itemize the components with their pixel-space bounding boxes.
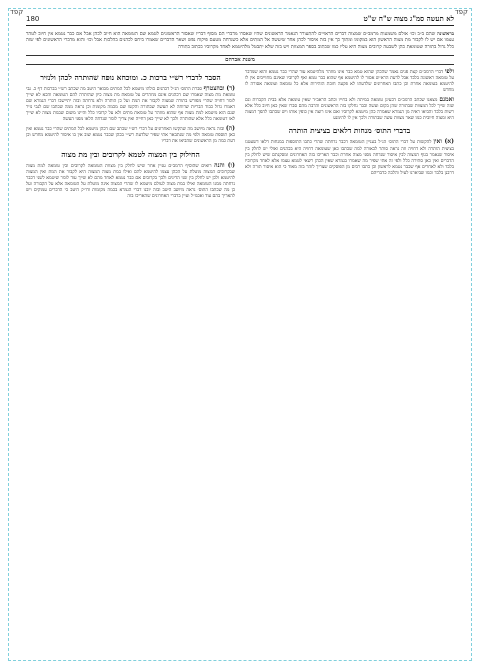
paragraph-text: מצאנו שכתב הרמב״ם דבעינן טומאה במיתה ולא בחייו וכתב הראב״ד שאין טומאה אלא בבית הקברות וגם שזה שייך לכל המצוות שבתורה שהן בקום ועשה וכבר נחלקו בזה הראשונים והרבה מהם סברו שאין כאן חיוב כלל אלא רשות בלבד והביאו ראיה מן הגמרא שאמרה כהן מיטמא לקרוביו ואם אינו רוצה אין כופין אותו ויש שכתבו להפך דמצוה היא ומצוה חיובית כמו שאר מצוות עשה שבתורה ולכך אין לו להימנע (245, 98, 454, 122)
left-column (26, 69, 235, 203)
paragraph-text: להקשות על דברי התוס׳ הנ״ל בעניין הטומאה דכבר נדחתה שהרי כתבו התוספות במנחות דלאו דשעטנז בציצית הותרה ולא דחויה וזה נראה סותר לכאורה למה שכתבו כאן שטומאה דחויה היא בכהנים ואולי יש לחלק בין איסור שנאמר בגוף המצוה לבין איסור שנדחה מפני מצוה אחרת וכבר האריכו בזה האחרונים ומסקנתם שיש לחלק בין הדברים ואין כאן סתירה כלל ולפי זה אתי שפיר מה שאמרו בגמרא שאין הכהן רשאי לטמא עצמו אלא לאחד מקרוביו בלבד ולא לאחרים אף שכבר נטמא לראשון וכן כתבו רבים מן הפוסקים שצריך לזהר בזה מאוד כי הוא איסור תורה ולא דרבנן בלבד וכמו שביארנו לעיל והלכה כדבריהם (245, 140, 454, 176)
paragraph (245, 97, 454, 122)
paragraph-lead: (ד) ובהצטרף (203, 84, 235, 92)
corner-label-right: קפד (454, 8, 468, 16)
running-head-title: לא תעשה סמ"ג מצוה ש"ח ש"ט (363, 14, 454, 23)
paragraph (26, 86, 235, 124)
section-heading: הסבר לדברי רש״י ברכות כ. ומוכחא נופח שהותרה לכהן ולנזיר (40, 72, 221, 82)
paragraph-text: סברת התוס׳ הנ״ל דכהנים כולהו מיטמא לכל המתים מבואר היטב מה שכתב רש״י בברכות דף כ. גבי טומאת מת מצוה שאמרו שם דכהנים אינם מוזהרים על טומאת מת מצוה כיון שהותרה להם הטומאה והכא לא שייך לומר דחויה שהרי מפורש בתורה שמצוה לקבור את המת ועל כן הותרה ולא נדחתה ובזה יתיישבו דברי הגמרא שם דאמרו גדול כבוד הבריות שדוחה לא תעשה שבתורה והקשו שם מכמה מקומות וכן נראה ממה שכתבו שם לגבי נזיר שגם הוא מיטמא למת מצוה אף שהוא מוזהר על טומאת מתים ולא על קרוביו כלל והיינו משום שבמת מצוה לא שייך לאו דטומאה כלל אלא שהותרה ולכך לא שייך כאן דחייה ואין צריך לומר שנדחה הלאו מפני העשה (26, 86, 235, 123)
paragraph-text: רואים שהוסיף הרמב״ם עניין אחר שיש לחלק בין מצוות הטומאה לקרובים ובין טומאה למת מצוה שבקרובים המצוה מוטלת על הכהן עצמו להיטמא להם ואילו במת מצוה המצוה היא לקבור את המת ואין המצוה להיטמא ולכן יש לחלק בין שני הדינים ולכך בקרובים אם כבר נטמא לאחד מהם לא שייך עוד לומר שיטמא לשני דכבר נדחתה ממנו הטומאה ואילו במת מצוה לעולם מיטמא לו שהרי המצוה אינה מוטלת על הטומאה אלא על הקבורה ועל כן מה שכתבו התוס׳ נראה מיושב היטב ובזה יובנו דברי הגמרא בכמה מקומות ודו״ק היטב כי הדברים עמוקים ויש להאריך בהם עוד ואכמ״ל ועיין בדברי האחרונים שהאריכו בזה (26, 163, 235, 199)
paragraph-lead: ואמנם (439, 96, 454, 104)
paragraph-lead: (ו) והנה (214, 161, 235, 169)
paragraph-lead: (א) ואין (433, 138, 454, 146)
paragraph-text: דברי הרמב״ם קצת פנים נאמר שהכהן שהוא טמא כבר אינו מוזהר מלהיטמא עוד שהרי כבר נטמא והוא שמדבר על טומאה ראשונה בלבד אבל לדעת הרא״ש אסור לו להיטמא אף שהוא כבר טמא ואף לקרוביו שאינם מחוייבים אין לו להיטמא בטומאה אחרת וכן כתבו האחרונים שלדעתו לא פקעה חובת הזהירות אלא כל טומאה וטומאה אסורה לו מחדש (245, 69, 454, 93)
intro-paragraph (26, 31, 454, 51)
intro-lead: בראשונה (436, 30, 454, 37)
paragraph (26, 163, 235, 201)
corner-label-left: קפד (10, 8, 24, 16)
paragraph-text: ובזה נראה מיושב מה שהקשו האחרונים על דברי רש״י שכתב שם דכהן מיטמא לכל המתים שהרי כבר נטמא ואין כאן תוספת טומאה ולפי מה שנתבאר אתי שפיר שלדעת רש״י בכהן שכבר נטמא שוב אין בו איסור להיטמא מחדש וכן דעת כמה מן הראשונים שהביאו את דבריו (26, 127, 235, 145)
right-column (245, 69, 454, 203)
section-title: משנת אברהם (26, 55, 454, 65)
paragraph (245, 69, 454, 94)
paragraph-lead: (ה) (225, 125, 235, 133)
section-heading: בדברי התוס׳ מנחות דלאים בציצית הותרה (288, 126, 411, 136)
paragraph (245, 139, 454, 177)
running-head (26, 14, 454, 26)
section-heading: החילוק בין המצוה לטמא לקרובים ובין מת מצוה (61, 149, 200, 159)
page-number: 180 (26, 14, 40, 23)
paragraph (26, 126, 235, 145)
paragraph-lead: ולפי (444, 67, 454, 75)
two-column-body (26, 69, 454, 203)
intro-text: שהם ב״ב וכו׳ אולם משמעות מרמב״ם שמצוה דברים הראויים להתעורר הנאמר הראשונים שהיו שאסרו מדברי הם מסוף דבריו שאסור הראשונים לטמא שם הטומאה הוא חיוב לכהן אבל אם כבר נטמא אין חיוב לטהר עצמו אם יש לו לקבור מת מצוה הראשון הוא במקומו ומתוך כך אין בזה איסור לכהן אחר שיעשה אל המתים אלא כשנדחה מטעם פיקוח נפש ושאר הדברים שאמרו ביחס לכהנים בהלכות אבל וכו׳ והוא מדברי הראשונים לפי שזה כלל גדול בתורה שטומאת כהן לשבעה קרובים מצוה היא עליו כמו שכתוב בספר המצוות ויש בזה שלא יתבטל מלהיטמא לאחד מקרוביו ככתוב בתורה (26, 30, 454, 51)
